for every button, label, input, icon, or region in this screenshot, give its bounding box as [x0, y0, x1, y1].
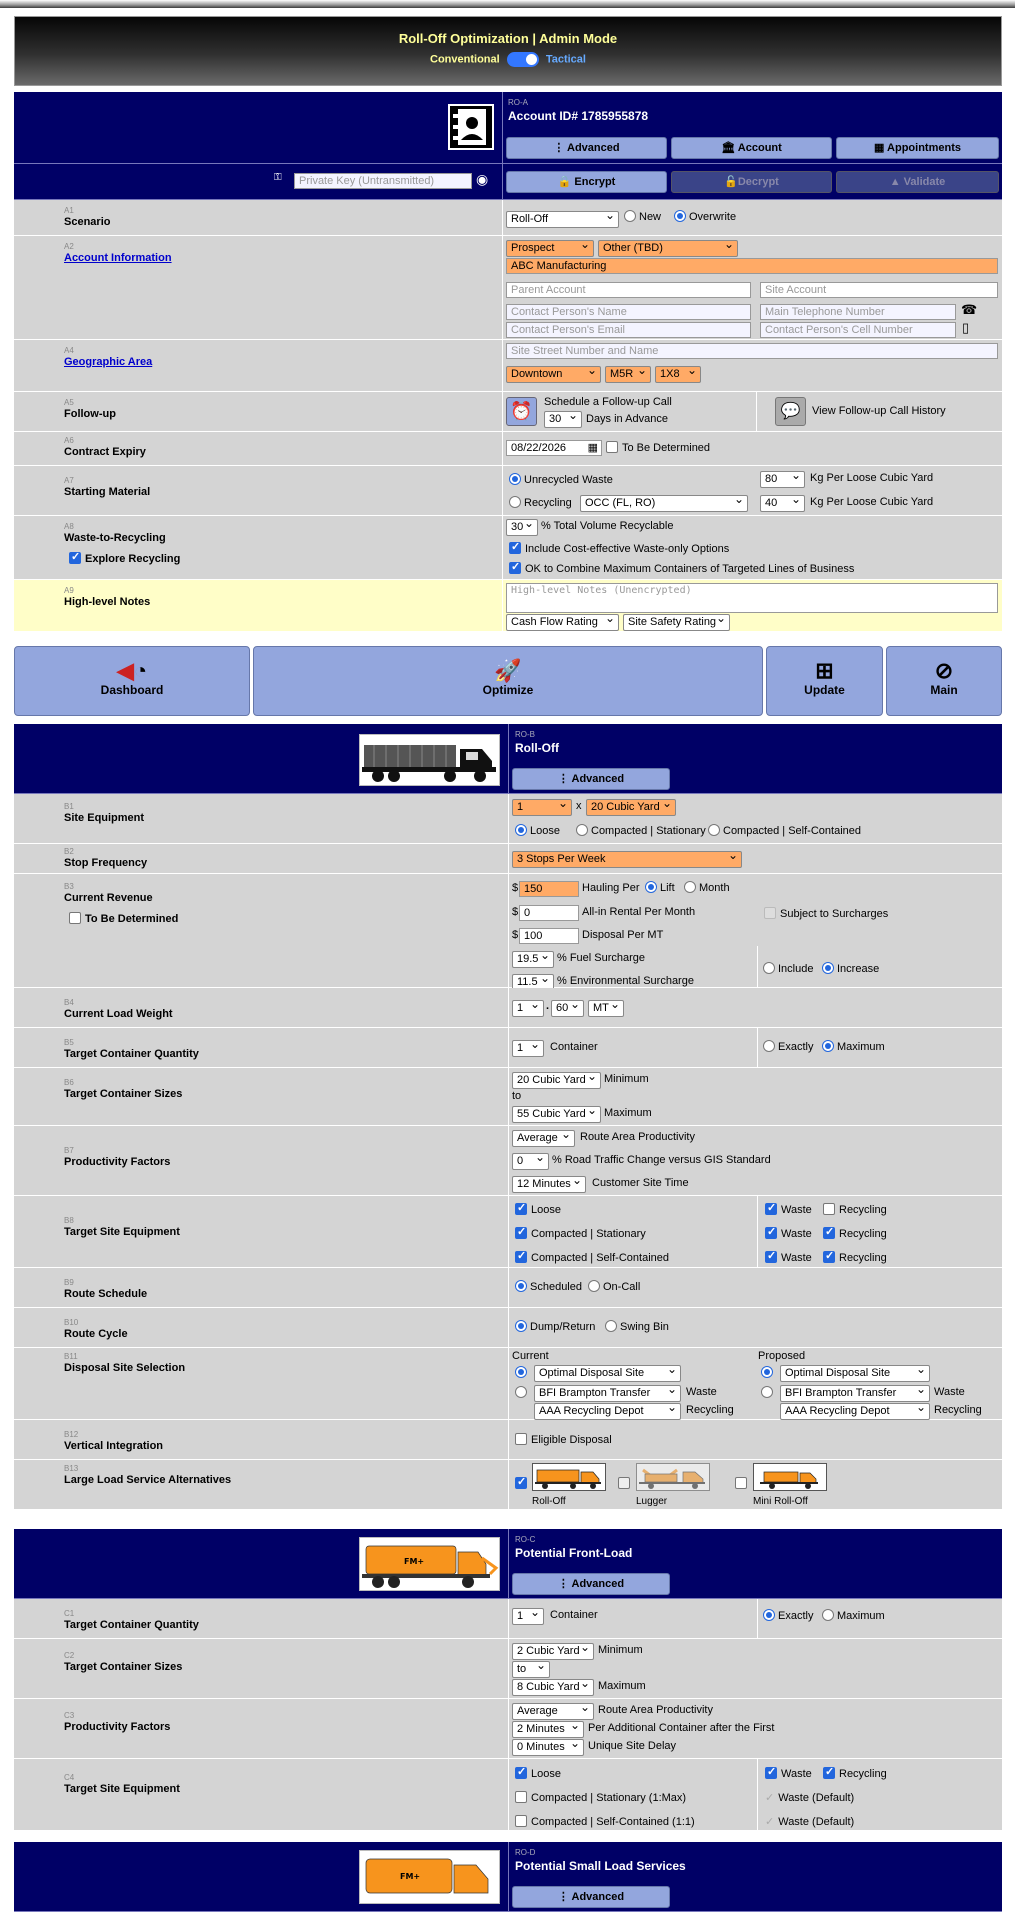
revenue-tbd-checkbox[interactable]: To Be Determined	[69, 912, 178, 925]
kg-waste-select[interactable]: 80 ⌄	[760, 471, 805, 488]
stop-frequency-row: B2 Stop Frequency 3 Stops Per Week ⌄	[14, 844, 1002, 874]
loose-recycling-checkbox[interactable]: Recycling	[823, 1203, 887, 1216]
hauling-per-month-radio[interactable]: Month	[684, 881, 730, 894]
account-button[interactable]: 🏛 Account	[671, 137, 832, 159]
fl-loose-recycling-checkbox[interactable]: ✓ Recycling	[823, 1767, 887, 1780]
target-container-quantity-row: B5 Target Container Quantity 1 ⌄ Container Exactly Maximum	[14, 1028, 1002, 1068]
site-time-select[interactable]: 12 Minutes ⌄	[512, 1176, 586, 1193]
rental-input[interactable]: 0	[519, 905, 579, 921]
current-label: Current	[512, 1350, 549, 1362]
mode-switch	[15, 52, 1001, 67]
svg-text:FM+: FM+	[400, 1872, 421, 1881]
fl-unique-delay-select[interactable]: 0 Minutes ⌄	[512, 1739, 584, 1756]
account-advanced-button[interactable]: ⋮ Advanced	[506, 137, 667, 159]
fl-exactly-radio[interactable]: Exactly	[763, 1609, 813, 1622]
mode-toggle[interactable]	[507, 52, 539, 67]
action-bar	[14, 646, 1002, 718]
update-button[interactable]: ⊞ Update	[766, 646, 883, 716]
account-type-select[interactable]: Other (TBD) ⌄	[598, 240, 738, 257]
chat-history-icon[interactable]: 💬	[775, 397, 806, 426]
scheduled-radio[interactable]: Scheduled	[515, 1280, 582, 1293]
proposed-optimal-select[interactable]: Optimal Disposal Site ⌄	[780, 1365, 930, 1382]
fl-additional-container-select[interactable]: 2 Minutes ⌄	[512, 1721, 584, 1738]
appointments-button[interactable]: ▦ Appointments	[836, 137, 999, 159]
target-qty-exactly-radio[interactable]: Exactly	[763, 1040, 813, 1053]
current-specific-radio[interactable]	[515, 1386, 530, 1399]
target-qty-maximum-radio[interactable]: Maximum	[822, 1040, 885, 1053]
small-load-title: Potential Small Load Services	[515, 1859, 686, 1873]
phone-icon[interactable]: ☎	[961, 302, 978, 317]
surcharge-increase-radio[interactable]: Increase	[822, 962, 879, 975]
rolloff-option-checkbox[interactable]	[515, 1477, 531, 1490]
self-contained-waste-checkbox[interactable]: ✓Waste	[765, 1251, 812, 1264]
scenario-row	[14, 200, 1002, 236]
load-weight-unit-select[interactable]: MT ⌄	[588, 1000, 624, 1017]
decrypt-button[interactable]: 🔓Decrypt	[671, 171, 832, 193]
max-size-select[interactable]: 55 Cubic Yard ⌄	[512, 1106, 601, 1123]
scenario-select[interactable]: Roll-Off ⌄	[506, 211, 619, 228]
proposed-specific-radio[interactable]	[761, 1386, 776, 1399]
fl-target-qty-select[interactable]: 1 ⌄	[512, 1608, 544, 1625]
site-account-input[interactable]: Site Account	[760, 282, 998, 298]
unrecycled-waste-radio[interactable]: Unrecycled Waste	[509, 473, 613, 486]
route-cycle-row: B10 Route Cycle Dump/Return Swing Bin	[14, 1308, 1002, 1348]
fl-min-size-select[interactable]: 2 Cubic Yard ⌄	[512, 1643, 594, 1660]
eligible-disposal-checkbox[interactable]: Eligible Disposal	[515, 1433, 612, 1446]
contact-name-input[interactable]: Contact Person's Name	[506, 304, 751, 320]
disposal-site-row: B11 Disposal Site Selection Current Optimal Disposal Site ⌄ BFI Brampton Transfer ⌄ Waste AAA Recycling Depot ⌄ Recycling Proposed Optimal Disposal Site ⌄ BFI Brampton Transfer ⌄ Waste AAA Recycling Depot ⌄ Recycling	[14, 1348, 1002, 1420]
dump-return-radio[interactable]: Dump/Return	[515, 1320, 595, 1333]
parent-account-input[interactable]: Parent Account	[506, 282, 751, 298]
cash-flow-rating-select[interactable]: Cash Flow Rating ⌄	[506, 614, 619, 631]
environmental-surcharge-select[interactable]: 11.5 ⌄	[512, 974, 554, 991]
scenario-new-radio[interactable]: New	[624, 210, 661, 223]
street-input[interactable]: Site Street Number and Name	[506, 343, 998, 359]
front-load-section	[14, 1529, 1002, 1831]
row-label: Scenario	[64, 216, 111, 228]
lugger-option-truck-icon[interactable]	[636, 1463, 710, 1491]
contract-expiry-row: A6 Contract Expiry 08/22/2026 ▦ To Be Determined	[14, 432, 1002, 466]
small-load-header: FM+ RO-D Potential Small Load Services ⋮ Advanced	[14, 1842, 1002, 1912]
main-button[interactable]: ⊘ Main	[886, 646, 1002, 716]
contact-email-input[interactable]: Contact Person's Email	[506, 322, 751, 338]
view-followup-history-link[interactable]: View Follow-up Call History	[812, 405, 946, 417]
rolloff-title: Roll-Off	[515, 741, 559, 755]
small-load-section	[14, 1842, 1002, 1903]
days-in-advance-label: Days in Advance	[586, 413, 668, 425]
fl-maximum-radio[interactable]: Maximum	[822, 1609, 885, 1622]
fl-target-site-equipment-row: C4 Target Site Equipment ✓Loose Compacted | Stationary (1:Max) Compacted | Self-Contained (1:1) ✓Waste ✓ Recycling ✓ Waste (Default) ✓ Waste (Default)	[14, 1759, 1002, 1831]
min-size-select[interactable]: 20 Cubic Yard ⌄	[512, 1072, 601, 1089]
show-key-eye-icon[interactable]: ◉	[476, 171, 489, 187]
fsa-select[interactable]: M5R ⌄	[605, 366, 651, 383]
vertical-integration-row: B12 Vertical Integration Eligible Disposal	[14, 1420, 1002, 1460]
target-site-equipment-row: B8 Target Site Equipment ✓Loose ✓Compacted | Stationary ✓Compacted | Self-Contained ✓Waste Recycling ✓Waste ✓ Recycling ✓Waste ✓ Recycling	[14, 1196, 1002, 1268]
self-contained-recycling-checkbox[interactable]: ✓ Recycling	[823, 1251, 887, 1264]
fuel-surcharge-select[interactable]: 19.5 ⌄	[512, 951, 554, 968]
rolloff-header: RO-B Roll-Off ⋮ Advanced	[14, 724, 1002, 794]
kg-recycling-select[interactable]: 40 ⌄	[760, 495, 805, 512]
company-name-input[interactable]: ABC Manufacturing	[506, 258, 998, 274]
small-load-advanced-button[interactable]: ⋮ Advanced	[512, 1886, 670, 1908]
fl-target-container-sizes-row: C2 Target Container Sizes 2 Cubic Yard ⌄ Minimum to ⌄ 8 Cubic Yard ⌄ Maximum	[14, 1639, 1002, 1699]
svg-text:FM+: FM+	[404, 1557, 425, 1566]
site-equipment-row: B1 Site Equipment 1 ⌄ x 20 Cubic Yard ⌄ Loose Compacted | Stationary Compacted | Self-Contained	[14, 794, 1002, 844]
toggle-knob	[526, 54, 537, 65]
current-optimal-radio[interactable]	[515, 1366, 530, 1379]
proposed-optimal-radio[interactable]	[761, 1366, 776, 1379]
hauling-per-lift-radio[interactable]: Lift	[645, 881, 675, 894]
front-load-title: Potential Front-Load	[515, 1546, 633, 1560]
main-phone-input[interactable]: Main Telephone Number	[760, 304, 956, 320]
target-container-sizes-row: B6 Target Container Sizes 20 Cubic Yard ⌄ Minimum to 55 Cubic Yard ⌄ Maximum	[14, 1068, 1002, 1126]
site-safety-rating-select[interactable]: Site Safety Rating ⌄	[623, 614, 730, 631]
disposal-rate-input[interactable]: 100	[519, 928, 579, 944]
equipment-qty-select[interactable]: 1 ⌄	[512, 799, 572, 816]
current-waste-site-select[interactable]: BFI Brampton Transfer ⌄	[534, 1385, 681, 1402]
account-section	[14, 92, 1002, 632]
cell-phone-input[interactable]: Contact Person's Cell Number	[760, 322, 956, 338]
app-header	[14, 16, 1002, 86]
lugger-option-checkbox[interactable]	[618, 1477, 634, 1490]
compass-icon: ⊘	[934, 658, 954, 683]
large-load-alternatives-row: B13 Large Load Service Alternatives ✓ Roll-Off Lugger Mini Roll-Off	[14, 1460, 1002, 1510]
notes-row: A9 High-level Notes High-level Notes (Unencrypted) Cash Flow Rating ⌄ Site Safety Rating ⌄	[14, 580, 1002, 632]
row-code: A1	[64, 206, 74, 215]
cost-effective-checkbox[interactable]: ✓Include Cost-effective Waste-only Options	[509, 542, 729, 555]
small-load-truck-image	[359, 1850, 500, 1904]
fl-range-select[interactable]: to ⌄	[512, 1661, 550, 1678]
load-weight-whole-select[interactable]: 1 ⌄	[512, 1000, 544, 1017]
front-load-header: FM+ RO-C Potential Front-Load ⋮ Advanced	[14, 1529, 1002, 1599]
explore-recycling-checkbox[interactable]: ✓Explore Recycling	[69, 552, 180, 565]
combine-containers-checkbox[interactable]: ✓OK to Combine Maximum Containers of Targeted Lines of Business	[509, 562, 854, 575]
area-select[interactable]: Downtown ⌄	[506, 366, 601, 383]
load-weight-decimal-select[interactable]: 60 ⌄	[551, 1000, 584, 1017]
fl-self-waste-default: ✓ Waste (Default)	[765, 1816, 855, 1828]
app-title: Roll-Off Optimization | Admin Mode	[398, 31, 618, 46]
geographic-area-link[interactable]: Geographic Area	[64, 356, 153, 368]
current-optimal-select[interactable]: Optimal Disposal Site ⌄	[534, 1365, 681, 1382]
front-load-truck-image	[359, 1537, 500, 1591]
mobile-icon[interactable]: ▯	[962, 320, 970, 335]
target-compacted-self-checkbox[interactable]: ✓Compacted | Self-Contained	[515, 1251, 669, 1264]
follow-up-row: A5 Follow-up ⏰ Schedule a Follow-up Call 30 ⌄ Days in Advance 💬 View Follow-up Call History	[14, 392, 1002, 432]
section-code: RO-A	[508, 98, 528, 107]
equipment-compacted-self-radio[interactable]: Compacted | Self-Contained	[708, 824, 861, 837]
mini-rolloff-option-truck-icon[interactable]	[753, 1463, 827, 1491]
account-info-link[interactable]: Account Information	[64, 252, 172, 264]
schedule-followup-label: Schedule a Follow-up Call	[544, 396, 672, 408]
kg-label: Kg Per Loose Cubic Yard	[810, 496, 934, 508]
proposed-recycling-site-select[interactable]: AAA Recycling Depot ⌄	[780, 1403, 930, 1420]
proposed-label: Proposed	[758, 1350, 806, 1362]
optimize-button[interactable]: 🚀 Optimize	[253, 646, 763, 716]
current-revenue-row: B3 Current Revenue To Be Determined $ 150 Hauling Per Lift Month $ 0 All-in Rental Per Month Subject to Surcharges $ 100 Disposal Per MT 19.5 ⌄ % Fuel Surcharge 11.5 ⌄ % Environmental Surcharge Include Increase	[14, 874, 1002, 988]
recycling-radio[interactable]: Recycling	[509, 496, 572, 509]
route-productivity-select[interactable]: Average ⌄	[512, 1130, 575, 1147]
target-qty-select[interactable]: 1 ⌄	[512, 1040, 544, 1057]
rolloff-option-truck-icon[interactable]	[532, 1463, 606, 1491]
ldu-select[interactable]: 1X8 ⌄	[655, 366, 701, 383]
equipment-compacted-stationary-radio[interactable]: Compacted | Stationary	[576, 824, 706, 837]
swing-bin-radio[interactable]: Swing Bin	[605, 1320, 669, 1333]
fl-loose-waste-checkbox[interactable]: ✓Waste	[765, 1767, 812, 1780]
fl-productivity-factors-row: C3 Productivity Factors Average ⌄ Route Area Productivity 2 Minutes ⌄ Per Additional Container after the First 0 Minutes ⌄ Unique Site Delay	[14, 1699, 1002, 1759]
starting-material-row: A7 Starting Material Unrecycled Waste 80 ⌄ Kg Per Loose Cubic Yard Recycling OCC (FL, RO) ⌄ 40 ⌄ Kg Per Loose Cubic Yard	[14, 466, 1002, 516]
equipment-loose-radio[interactable]: Loose	[515, 824, 560, 837]
traffic-change-select[interactable]: 0 ⌄	[512, 1153, 549, 1170]
contact-card-icon	[448, 104, 494, 150]
on-call-radio[interactable]: On-Call	[588, 1280, 640, 1293]
contract-tbd-checkbox[interactable]: To Be Determined	[606, 441, 710, 454]
current-recycling-site-select[interactable]: AAA Recycling Depot ⌄	[534, 1403, 681, 1420]
productivity-factors-row: B7 Productivity Factors Average ⌄ Route Area Productivity 0 ⌄ % Road Traffic Change versus GIS Standard 12 Minutes ⌄ Customer Site Time	[14, 1126, 1002, 1196]
stationary-waste-checkbox[interactable]: ✓Waste	[765, 1227, 812, 1240]
rolloff-advanced-button[interactable]: ⋮ Advanced	[512, 768, 670, 790]
account-header	[14, 92, 1002, 164]
kg-label: Kg Per Loose Cubic Yard	[810, 472, 934, 484]
front-load-advanced-button[interactable]: ⋮ Advanced	[512, 1573, 670, 1595]
fl-loose-checkbox[interactable]: ✓Loose	[515, 1767, 561, 1780]
proposed-waste-site-select[interactable]: BFI Brampton Transfer ⌄	[780, 1385, 930, 1402]
alarm-clock-icon[interactable]: ⏰	[506, 397, 537, 426]
mini-rolloff-option-label: Mini Roll-Off	[753, 1496, 808, 1507]
account-id-title: Account ID# 1785955878	[508, 109, 649, 123]
target-loose-checkbox[interactable]: ✓Loose	[515, 1203, 561, 1216]
target-compacted-stationary-checkbox[interactable]: ✓Compacted | Stationary	[515, 1227, 646, 1240]
stationary-recycling-checkbox[interactable]: ✓ Recycling	[823, 1227, 887, 1240]
current-load-weight-row: B4 Current Load Weight 1 ⌄ . 60 ⌄ MT ⌄	[14, 988, 1002, 1028]
contract-expiry-date-input[interactable]: 08/22/2026 ▦	[506, 440, 602, 456]
fl-route-productivity-select[interactable]: Average ⌄	[512, 1703, 594, 1720]
dashboard-button[interactable]: ◀◔ Dashboard	[14, 646, 250, 716]
account-info-row: A2 Account Information Prospect ⌄ Other (TBD) ⌄ ABC Manufacturing Parent Account Site Account Contact Person's Name Main Telephone Number ☎ Contact Person's Email Contact Person's Cell Number ▯	[14, 236, 1002, 340]
stop-frequency-select[interactable]: 3 Stops Per Week ⌄	[512, 851, 742, 868]
window-top-bar	[0, 0, 1015, 8]
fl-target-container-quantity-row: C1 Target Container Quantity 1 ⌄ Container Exactly Maximum	[14, 1599, 1002, 1639]
recyclable-label: % Total Volume Recyclable	[541, 520, 674, 532]
mode-conventional-label: Conventional	[430, 53, 500, 66]
hauling-rate-input[interactable]: 150	[519, 881, 579, 897]
fl-compacted-self-checkbox[interactable]: Compacted | Self-Contained (1:1)	[515, 1815, 695, 1828]
equipment-size-select[interactable]: 20 Cubic Yard ⌄	[586, 799, 676, 816]
rocket-icon: 🚀	[494, 658, 522, 683]
mini-rolloff-option-checkbox[interactable]	[735, 1477, 751, 1490]
encrypt-button[interactable]: 🔒 Encrypt	[506, 171, 667, 193]
waste-to-recycling-row: A8 Waste-to-Recycling ✓Explore Recycling 30 ⌄ % Total Volume Recyclable ✓Include Cost-effective Waste-only Options ✓OK to Combine Maximum Containers of Targeted Lines of Business	[14, 516, 1002, 580]
plus-square-icon: ⊞	[815, 658, 834, 683]
subject-to-surcharges-checkbox[interactable]: Subject to Surcharges	[764, 907, 888, 920]
high-level-notes-textarea[interactable]: High-level Notes (Unencrypted)	[506, 583, 998, 613]
fl-compacted-stationary-checkbox[interactable]: Compacted | Stationary (1:Max)	[515, 1791, 686, 1804]
private-key-input[interactable]: Private Key (Untransmitted)	[294, 173, 472, 189]
encryption-bar	[14, 164, 1002, 200]
fl-stationary-waste-default: ✓ Waste (Default)	[765, 1792, 855, 1804]
rolloff-truck-image	[359, 734, 500, 786]
route-schedule-row: B9 Route Schedule Scheduled On-Call	[14, 1268, 1002, 1308]
rolloff-option-label: Roll-Off	[532, 1496, 566, 1507]
geographic-area-row: A4 Geographic Area Site Street Number and Name Downtown ⌄ M5R ⌄ 1X8 ⌄	[14, 340, 1002, 392]
rolloff-section	[14, 724, 1002, 1510]
scenario-overwrite-radio[interactable]: Overwrite	[674, 210, 736, 223]
lugger-option-label: Lugger	[636, 1496, 668, 1507]
followup-days-select[interactable]: 30 ⌄	[544, 411, 582, 428]
key-icon: ⚿	[274, 172, 282, 183]
account-status-select[interactable]: Prospect ⌄	[506, 240, 594, 257]
dashboard-gauge-icon: ◀◔	[116, 658, 148, 683]
recyclable-percent-select[interactable]: 30 ⌄	[506, 519, 538, 536]
mode-tactical-label: Tactical	[545, 53, 586, 66]
material-select[interactable]: OCC (FL, RO) ⌄	[580, 495, 748, 512]
fl-max-size-select[interactable]: 8 Cubic Yard ⌄	[512, 1679, 594, 1696]
validate-button[interactable]: ▲ Validate	[836, 171, 999, 193]
surcharge-include-radio[interactable]: Include	[763, 962, 813, 975]
loose-waste-checkbox[interactable]: ✓Waste	[765, 1203, 812, 1216]
